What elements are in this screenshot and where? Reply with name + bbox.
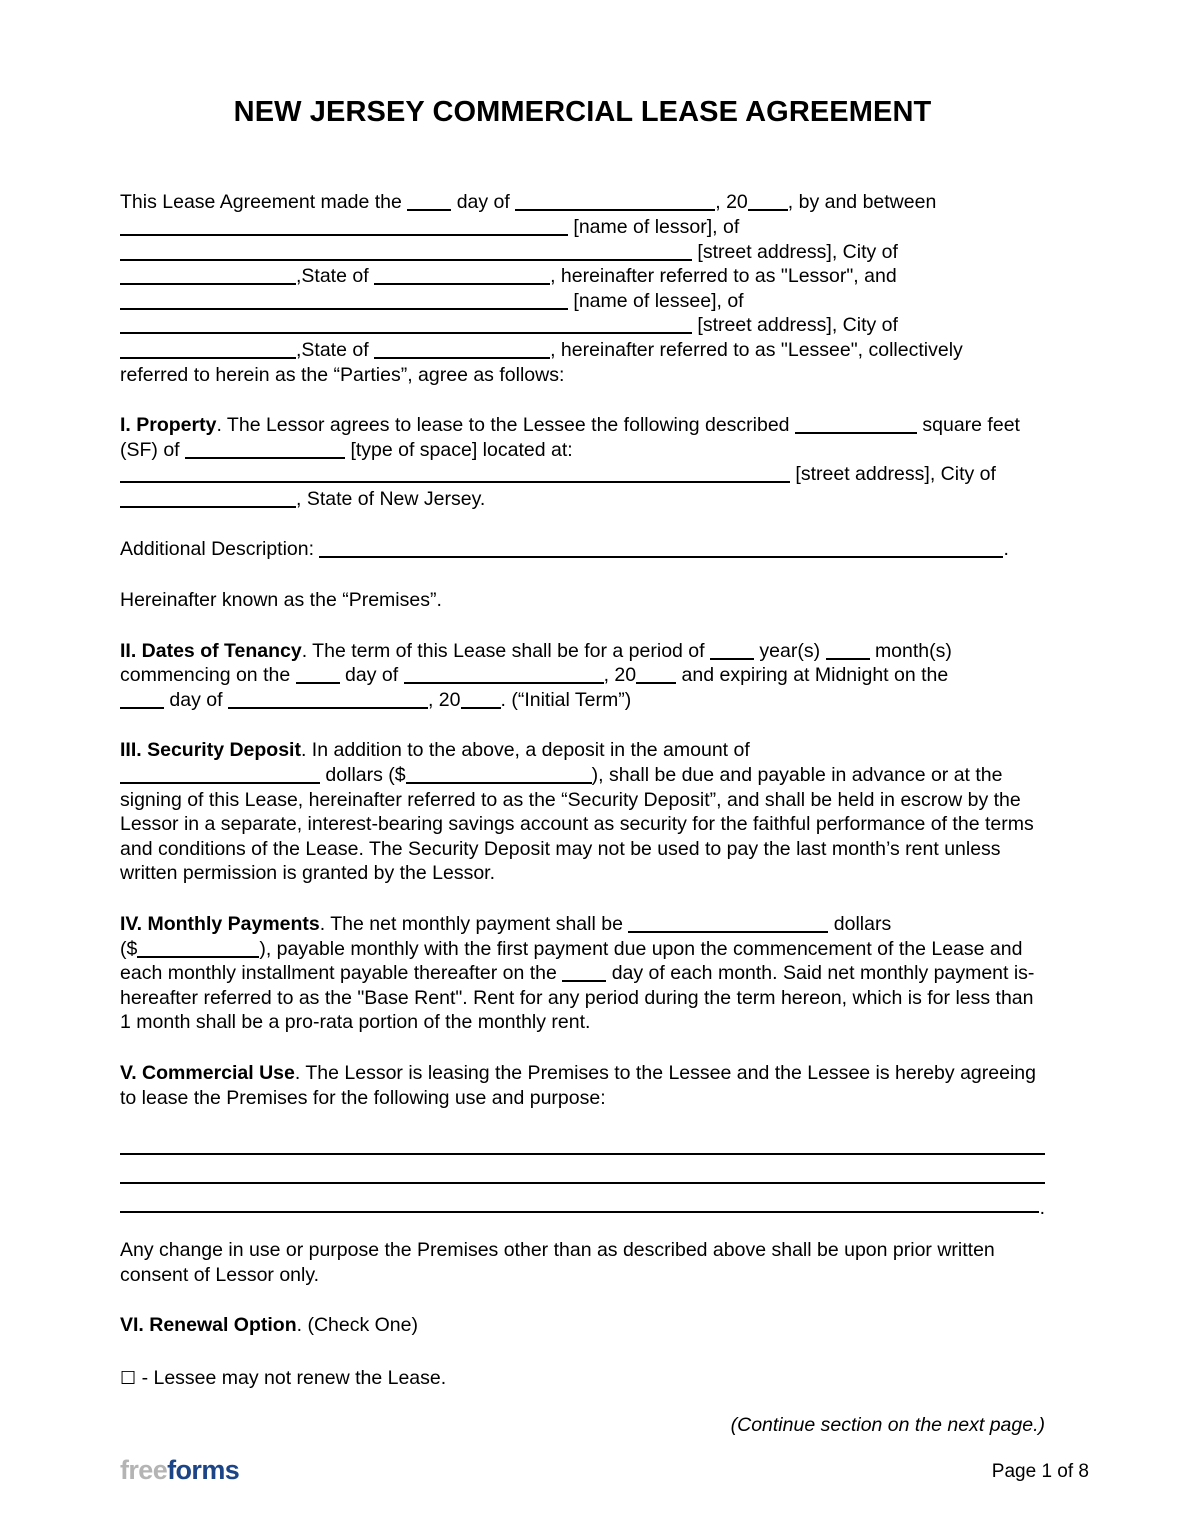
section-property-text-2: square feet (SF) of [120,414,1020,461]
page-title: NEW JERSEY COMMERCIAL LEASE AGREEMENT [233,96,932,128]
blank-deposit-amount[interactable] [406,767,592,784]
freeforms-logo [120,1457,239,1484]
document-content [120,0,1045,1437]
blank-expire-year[interactable] [461,692,501,709]
section-property-text-4: [street address], City of [795,463,996,486]
section-commercial-use [120,1061,1045,1110]
page-number: Page 1 of 8 [991,1461,1089,1482]
section-dates-text-1: . The term of this Lease shall be for a period of [301,639,705,662]
section-dates-text-6: and expiring at Midnight on the [681,664,949,687]
section-dates-text-3: month(s) commencing on the [120,639,952,687]
checkbox-icon[interactable]: ☐ [120,1367,137,1389]
premises-hereinafter: Hereinafter known as the “Premises”. [120,589,442,612]
commercial-use-blank-lines [120,1126,1045,1220]
blank-premises-city[interactable] [120,491,296,508]
intro-text-7: ,State of [296,265,369,288]
blank-lessor-name[interactable] [120,219,568,236]
commercial-use-line-2[interactable] [120,1155,1045,1184]
blank-lessee-city[interactable] [120,342,296,359]
blank-expire-day[interactable] [120,692,164,709]
additional-description-label: Additional Description: [120,538,315,561]
section-payments-text-3: ), payable monthly with the first payment due upon the commencement of the Lease and each monthly installment payable thereafter on the [120,937,1023,985]
blank-lessee-street[interactable] [120,317,692,334]
blank-lessee-name[interactable] [120,293,568,310]
intro-text-8: , hereinafter referred to as "Lessor", and [550,265,897,288]
section-renewal-option [120,1313,1045,1338]
blank-commence-year[interactable] [636,667,676,684]
blank-year[interactable] [748,194,788,211]
renewal-option-1-row[interactable] [120,1366,1045,1392]
section-dates-text-7: day of [169,688,223,711]
logo-text-free: free [120,1455,168,1485]
intro-text-5: [name of lessor], of [573,215,740,238]
blank-lessor-street[interactable] [120,244,692,261]
section-payments-text-2b: ($ [120,937,138,960]
blank-square-feet[interactable] [795,417,917,434]
section-security-text-2: dollars ($ [325,764,406,787]
section-commercial-label: V. Commercial Use [120,1061,295,1084]
blank-month[interactable] [515,194,715,211]
section-dates-text-5: , 20 [603,664,637,687]
section-security-text-1: . In addition to the above, a deposit in the amount of [300,739,750,762]
intro-text-11: ,State of [296,338,369,361]
section-security-label: III. Security Deposit [120,739,301,762]
logo-text-forms: forms [167,1455,240,1485]
blank-lessor-state[interactable] [374,268,550,285]
renewal-option-1-label: - Lessee may not renew the Lease. [141,1366,447,1389]
blank-rent-words[interactable] [628,916,828,933]
blank-deposit-words[interactable] [120,767,320,784]
section-dates-label: II. Dates of Tenancy [120,639,302,662]
section-dates-text-8: , 20 [427,688,461,711]
commercial-use-line-1[interactable] [120,1126,1045,1155]
blank-term-months[interactable] [826,643,870,660]
section-dates-text-4: day of [345,664,399,687]
intro-paragraph [120,190,1045,387]
section-property-text-1: . The Lessor agrees to lease to the Lessee the following described [216,414,790,437]
blank-term-years[interactable] [710,643,754,660]
blank-type-of-space[interactable] [185,442,345,459]
section-security-text-3: ), shall be due and payable in advance or at the signing of this Lease, hereinafter referred to as the “Security Deposit”, and shall be held in escrow by the Lessor in a separate, interest-bearing savings account as security for the faithful performance of the terms and conditions of the Lease. The Security Deposit may not be used to pay the last month’s rent unless written permission is granted by the Lessor. [120,764,1034,885]
intro-text-3: , 20 [715,191,748,214]
section-renewal-text-1: . (Check One) [296,1314,418,1337]
intro-text-6: [street address], City of [697,240,898,263]
section-property-text-3: [type of space] located at: [350,438,573,461]
blank-expire-month[interactable] [228,692,428,709]
blank-rule-1[interactable] [120,1153,1045,1155]
intro-text-1: This Lease Agreement made the [120,191,402,214]
intro-text-2: day of [456,191,510,214]
continue-note: (Continue section on the next page.) [730,1413,1045,1436]
commercial-use-end-punctuation: . [1039,1197,1045,1220]
section-commercial-text-1: . The Lessor is leasing the Premises to the Lessee and the Lessee is hereby agreeing to lease the Premises for the following use and purpose: [120,1061,1036,1109]
blank-additional-description-2[interactable] [806,541,1003,558]
section-dates-of-tenancy [120,639,1045,713]
intro-text-10: [street address], City of [697,314,898,337]
section-dates-text-9: . (“Initial Term”) [500,688,632,711]
blank-lessor-city[interactable] [120,268,296,285]
commercial-use-after-text: Any change in use or purpose the Premises other than as described above shall be upon prior written consent of Lessor only. [120,1239,995,1286]
intro-text-4: , by and between [787,191,937,214]
blank-commence-day[interactable] [296,667,340,684]
page-footer [120,1457,1089,1484]
blank-day[interactable] [407,194,451,211]
blank-rent-amount[interactable] [137,941,259,958]
section-monthly-payments [120,912,1045,1035]
section-property-text-5: , State of New Jersey. [296,487,486,510]
blank-rule-3[interactable] [120,1211,1039,1213]
blank-lessee-state[interactable] [374,342,550,359]
section-dates-text-2: year(s) [759,639,821,662]
additional-description-row [120,537,1045,562]
section-security-deposit [120,738,1045,886]
additional-description-end: . [1003,538,1009,561]
intro-text-12: , hereinafter referred to as "Lessee", collectively [550,338,963,361]
section-payments-label: IV. Monthly Payments [120,913,320,935]
section-property-label: I. Property [120,414,217,437]
blank-commence-month[interactable] [404,667,604,684]
blank-rule-2[interactable] [120,1182,1045,1184]
section-renewal-label: VI. Renewal Option [120,1314,297,1337]
blank-rent-due-day[interactable] [562,965,606,982]
intro-text-9: [name of lessee], of [573,289,744,312]
commercial-use-line-3[interactable] [120,1184,1045,1220]
intro-text-13: referred to herein as the “Parties”, agree as follows: [120,363,565,386]
section-payments-text-4: day of each month. Said net monthly payment is-hereafter referred to as the "Base Rent". Rent for any period during the term hereon, which is for less than 1 month shall be a pro-rata portion of the monthly rent. [120,962,1035,1034]
section-property [120,413,1045,511]
section-payments-text-2a: dollars [833,913,892,935]
blank-premises-street[interactable] [120,466,790,483]
blank-additional-description-1[interactable] [319,541,806,558]
section-payments-text-1: . The net monthly payment shall be [319,913,623,935]
